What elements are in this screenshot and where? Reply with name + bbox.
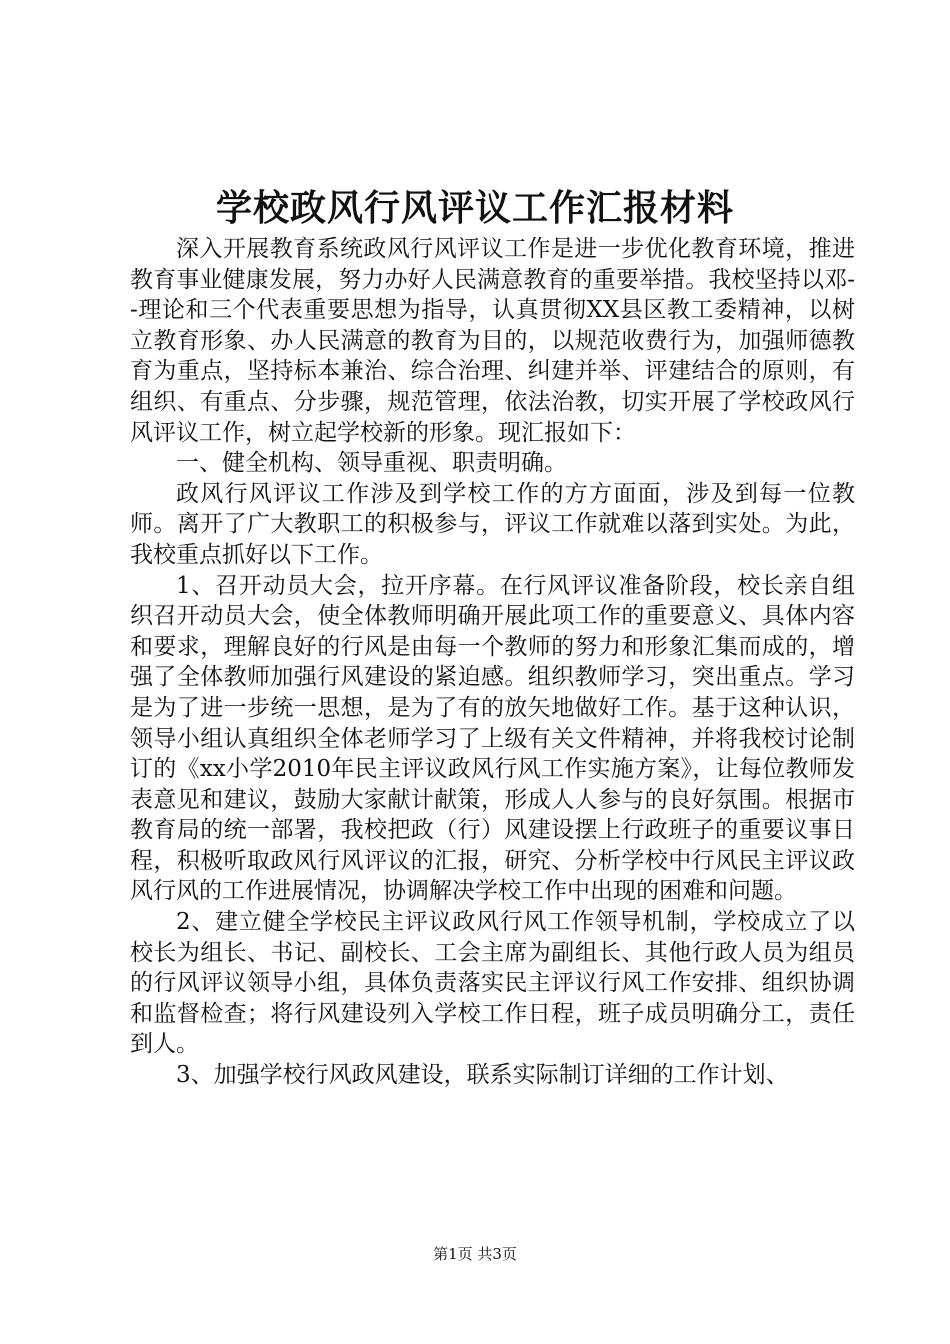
item-3-paragraph: 3、加强学校行风政风建设，联系实际制订详细的工作计划、	[176, 1062, 789, 1089]
document-body	[130, 234, 855, 1091]
section-heading: 一、健全机构、领导重视、职责明确。	[176, 450, 567, 477]
intro-paragraph: 深入开展教育系统政风行风评议工作是进一步优化教育环境，推进教育事业健康发展，努力办好人民满意教育的重要举措。我校坚持以邓--理论和三个代表重要思想为指导，认真贯彻XX县区教工委精神，以树立教育形象、办人民满意的教育为目的，以规范收费行为，加强师德教育为重点，坚持标本兼治、综合治理、纠建并举、评建结合的原则，有组织、有重点、分步骤，规范管理，依法治教，切实开展了学校政风行风评议工作，树立起学校新的形象。现汇报如下：	[130, 236, 855, 446]
document-title: 学校政风行风评议工作汇报材料	[215, 187, 734, 229]
item-1-paragraph: 1、召开动员大会，拉开序幕。在行风评议准备阶段，校长亲自组织召开动员大会，使全体教师明确开展此项工作的重要意义、具体内容和要求，理解良好的行风是由每一个教师的努力和形象汇集而成的，增强了全体教师加强行风建设的紧迫感。组织教师学习，突出重点。学习是为了进一步统一思想，是为了有的放矢地做好工作。基于这种认识，领导小组认真组织全体老师学习了上级有关文件精神，并将我校讨论制订的《xx小学2010年民主评议政风行风工作实施方案》，让每位教师发表意见和建议，鼓励大家献计献策，形成人人参与的良好氛围。根据市教育局的统一部署，我校把政（行）风建设摆上行政班子的重要议事日程，积极听取政风行风评议的汇报，研究、分析学校中行风民主评议政风行风的工作进展情况，协调解决学校工作中出现的困难和问题。	[130, 572, 855, 905]
item-2-paragraph: 2、建立健全学校民主评议政风行风工作领导机制，学校成立了以校长为组长、书记、副校长、工会主席为副组长、其他行政人员为组员的行风评议领导小组，具体负责落实民主评议行风工作安排、组织协调和监督检查；将行风建设列入学校工作日程，班子成员明确分工，责任到人。	[130, 909, 855, 1058]
page-footer: 第1页 共3页	[433, 1245, 517, 1263]
section-paragraph: 政风行风评议工作涉及到学校工作的方方面面，涉及到每一位教师。离开了广大教职工的积极参与，评议工作就难以落到实处。为此，我校重点抓好以下工作。	[130, 480, 855, 568]
